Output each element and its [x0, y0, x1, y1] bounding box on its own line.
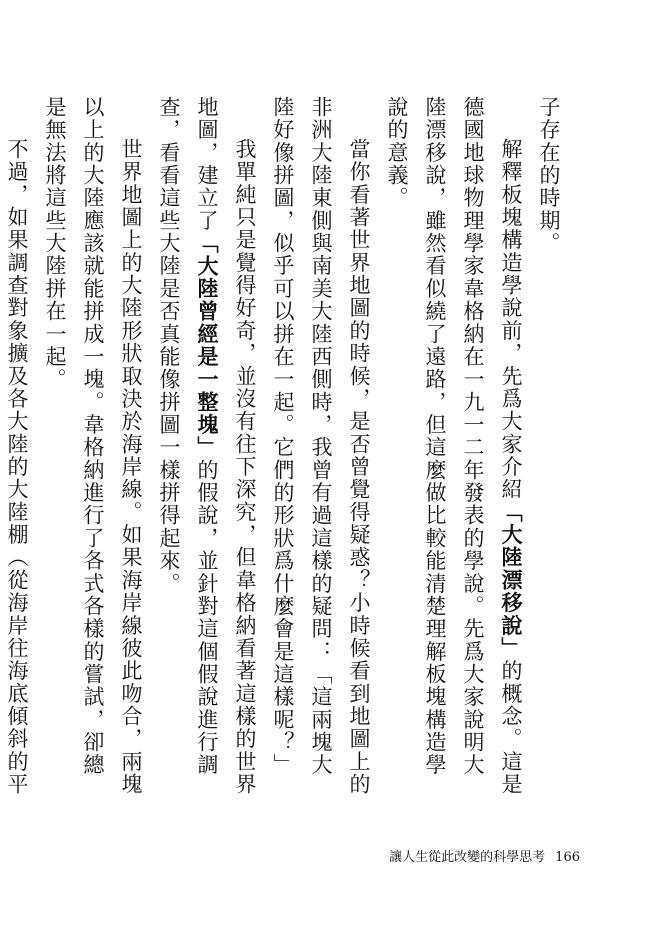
- paragraph-5-text: 世界地圖上的大陸形狀取決於海岸線。如果海岸線彼此吻合，兩塊以上的大陸應該就能拼成一塊。韋格納進行了各式各樣的嘗試，卻總是無法將這些大陸拼在一起。: [43, 96, 143, 796]
- paragraph-4-text-start: 我單純只是覺得好奇，並沒有往下深究，但韋格納看著這樣的世界地圖，建立了: [195, 96, 257, 796]
- paragraph-3-text: 當你看著世界地圖的時候，是否曾覺得疑惑？小時候看到地圖上的非洲大陸東側與南美大陸西側時，我曾有過這樣的疑問：「這兩塊大陸好像拼圖，似乎可以拼在一起。它們的形狀爲什麼會是這樣呢？」: [271, 96, 371, 796]
- paragraph-2-emphasis: 「大陸漂移說」: [499, 500, 524, 660]
- paragraph-6: [0, 96, 36, 796]
- vertical-text-body: [5, 96, 568, 796]
- running-title: 讓人生從此改變的科學思考: [389, 850, 546, 865]
- paragraph-4-text-end: 的假說，並針對這個假說進行調查，看看這些大陸是否真能像拼圖一樣拼得起來。: [157, 96, 219, 777]
- page-footer: [360, 846, 580, 865]
- paragraph-2-text-start: 解釋板塊構造學說前，先爲大家介紹: [499, 138, 523, 501]
- paragraph-1: [530, 96, 568, 796]
- paragraph-5: [36, 96, 150, 796]
- paragraph-4-emphasis: 「大陸曾經是一整塊」: [195, 232, 220, 459]
- paragraph-3: [264, 96, 378, 796]
- paragraph-2: [378, 96, 530, 796]
- paragraph-2-text-end: 的概念。這是德國地球物理學家韋格納在一九一二年發表的學說。先爲大家說明大陸漂移說，雖然看似繞了遠路，但這麼做比較能清楚理解板塊構造學說的意義。: [385, 96, 523, 796]
- paragraph-6-text: 不過，如果調查對象擴及各大陸的大陸棚（從海岸往海底傾斜的平: [5, 138, 29, 796]
- page-number: 166: [555, 850, 580, 865]
- paragraph-4: [150, 96, 264, 796]
- paragraph-1-text: 子存在的時期。: [537, 96, 561, 255]
